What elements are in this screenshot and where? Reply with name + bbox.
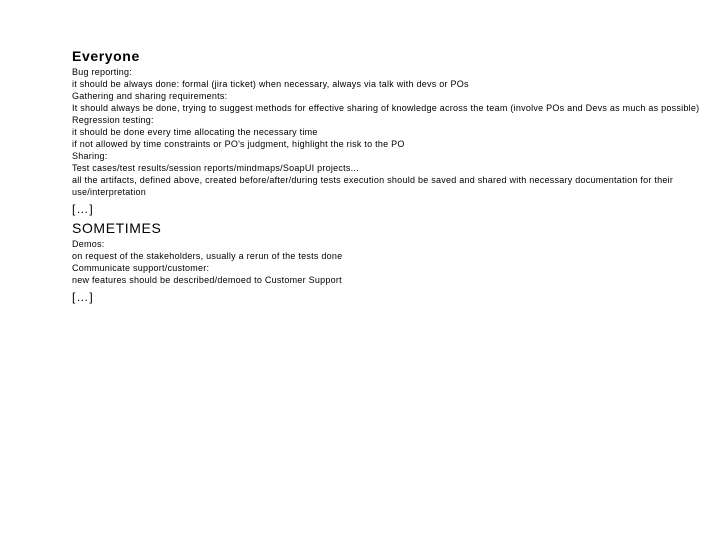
section-heading: SOMETIMES [72, 220, 162, 236]
ellipsis-marker: […] [72, 202, 94, 216]
text-line: if not allowed by time constraints or PO's judgment, highlight the risk to the PO [72, 139, 405, 149]
slide-content [72, 46, 708, 306]
section-everyone [72, 46, 708, 218]
text-line: it should be always done: formal (jira ticket) when necessary, always via talk with devs or POs [72, 79, 469, 89]
ellipsis-marker: […] [72, 290, 94, 304]
text-line: Gathering and sharing requirements: [72, 91, 228, 101]
text-line: It should always be done, trying to suggest methods for effective sharing of knowledge across the team (involve POs and Devs as much as possible) [72, 103, 700, 113]
text-line: Sharing: [72, 151, 108, 161]
text-line: Demos: [72, 239, 105, 249]
text-line: all the artifacts, defined above, created before/after/during tests execution should be saved and shared with necessary documentation for their use/interpretation [72, 175, 676, 197]
text-line: it should be done every time allocating the necessary time [72, 127, 318, 137]
section-sometimes [72, 218, 708, 306]
text-line: Communicate support/customer: [72, 263, 210, 273]
section-heading: Everyone [72, 48, 140, 64]
text-line: Regression testing: [72, 115, 154, 125]
text-line: on request of the stakeholders, usually a rerun of the tests done [72, 251, 343, 261]
text-line: Bug reporting: [72, 67, 133, 77]
text-line: Test cases/test results/session reports/mindmaps/SoapUI projects... [72, 163, 359, 173]
text-line: new features should be described/demoed to Customer Support [72, 275, 342, 285]
